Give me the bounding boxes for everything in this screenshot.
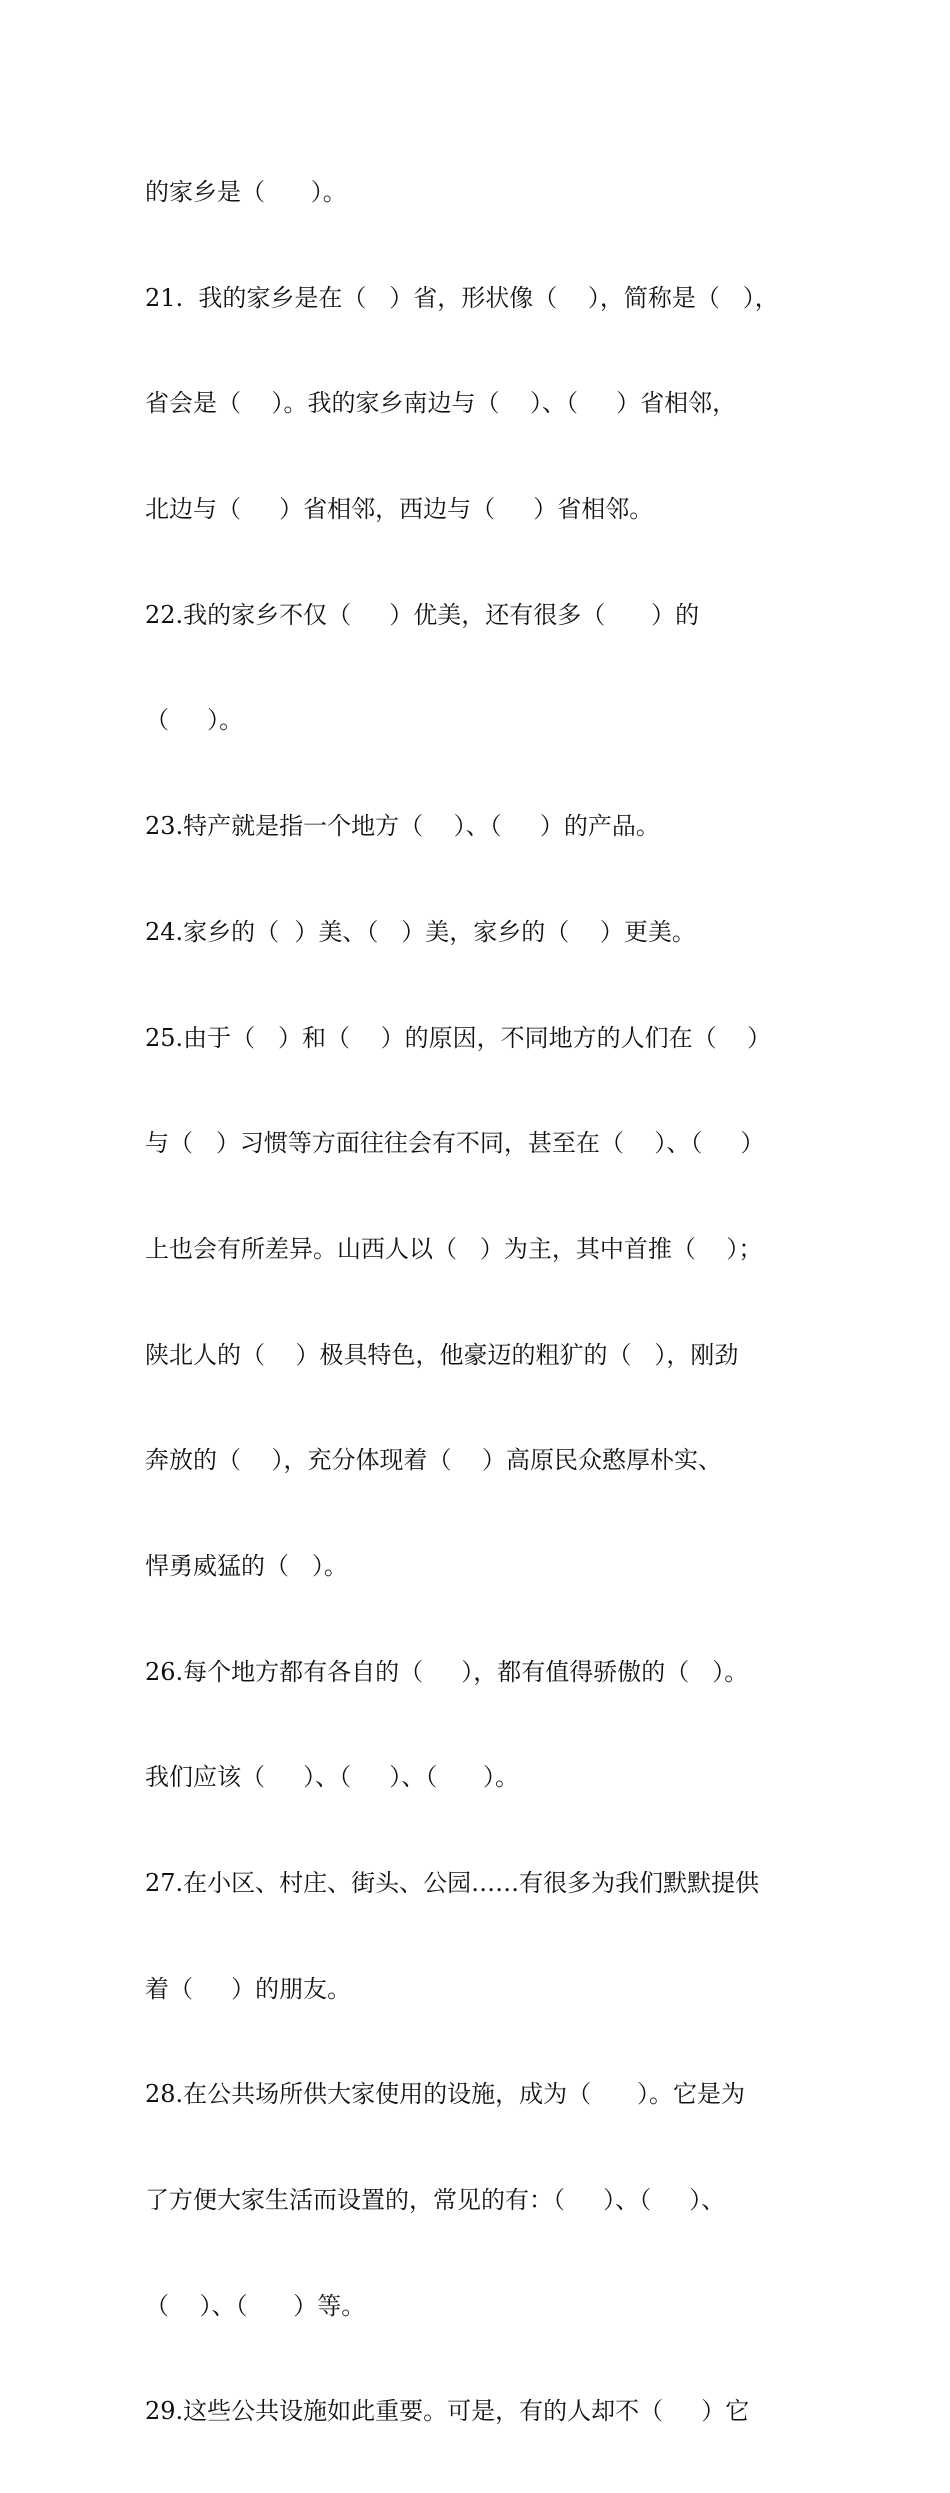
text-line: 北边与（ ）省相邻，西边与（ ）省相邻。 (145, 495, 654, 524)
text-line: 了方便大家生活而设置的，常见的有：（ ）、（ ）、 (145, 2186, 726, 2215)
text-line: 的家乡是（ ）。 (145, 178, 347, 206)
text-line: 26.每个地方都有各自的（ ），都有值得骄傲的（ ）。 (145, 1657, 749, 1686)
text-line: 省会是（ ）。我的家乡南边与（ ）、（ ）省相邻， (145, 389, 737, 418)
text-line: 28.在公共场所供大家使用的设施，成为（ ）。它是为 (145, 2080, 745, 2109)
text-line: （ ）、（ ）等。 (145, 2291, 366, 2320)
text-line: 我们应该（ ）、（ ）、（ ）。 (145, 1763, 520, 1792)
text-line: 27.在小区、村庄、街头、公园……有很多为我们默默提供 (145, 1869, 760, 1897)
text-line: 21. 我的家乡是在（ ）省，形状像（ ），简称是（ ）， (145, 283, 779, 312)
text-line: 悍勇威猛的（ ）。 (145, 1551, 348, 1580)
text-line: 与（ ）习惯等方面往往会有不同，甚至在（ ）、（ ） (145, 1129, 765, 1158)
text-line: 25.由于（ ）和（ ）的原因，不同地方的人们在（ ） (145, 1023, 772, 1052)
text-line: 23.特产就是指一个地方（ ）、（ ）的产品。 (145, 812, 660, 841)
text-line: 22.我的家乡不仅（ ）优美，还有很多（ ）的 (145, 600, 700, 629)
text-line: 奔放的（ ），充分体现着（ ）高原民众憨厚朴实、 (145, 1446, 723, 1475)
text-line: 29.这些公共设施如此重要。可是，有的人却不（ ）它 (145, 2397, 750, 2426)
document-body (145, 112, 810, 2493)
text-line: （ ）。 (145, 706, 244, 735)
text-line: 24.家乡的（ ）美、（ ）美，家乡的（ ）更美。 (145, 917, 696, 946)
text-line: 着（ ）的朋友。 (145, 1974, 352, 2003)
text-line: 上也会有所差异。山西人以（ ）为主，其中首推（ ）； (145, 1234, 763, 1263)
text-line: 陕北人的（ ）极具特色，他豪迈的粗犷的（ ），刚劲 (145, 1340, 739, 1369)
